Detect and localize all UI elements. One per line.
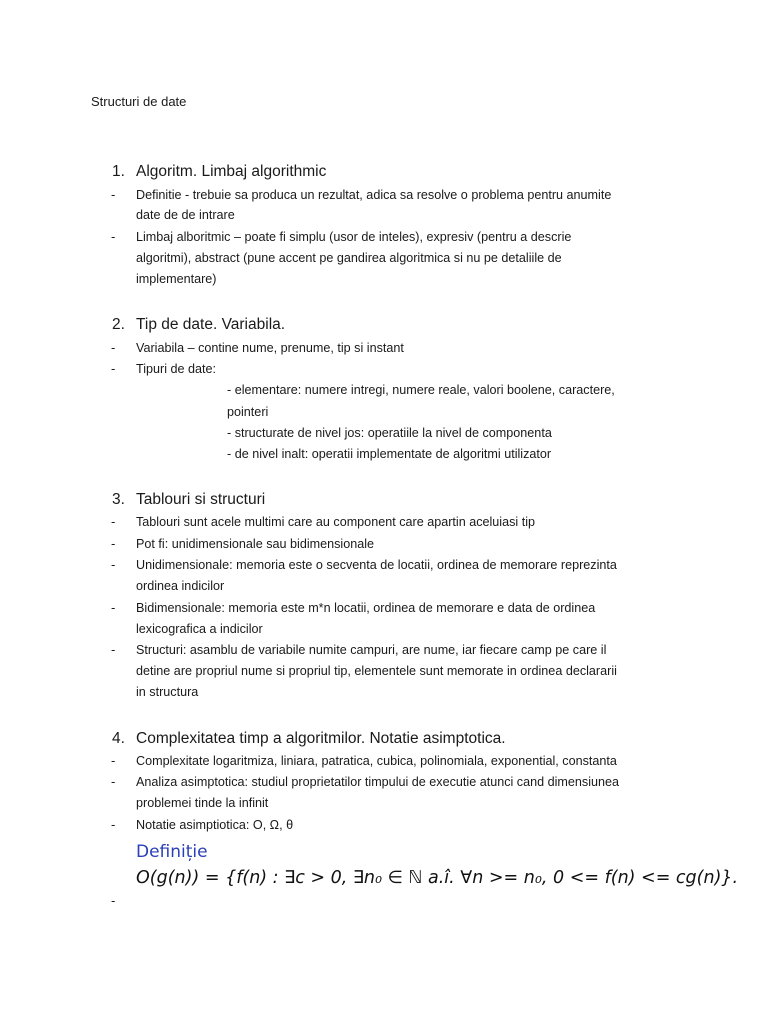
bullet-dash: - <box>111 893 116 908</box>
bullet-dash: - <box>111 229 116 244</box>
text-line: Notatie asimptiotica: O, Ω, θ <box>136 818 294 832</box>
bullet-dash: - <box>111 557 116 572</box>
text-line: Analiza asimptotica: studiul proprietatilor timpului de executie atunci cand dimensiunea <box>136 775 620 789</box>
bullet-dash: - <box>111 187 116 202</box>
section-title: Complexitatea timp a algoritmilor. Notatie asimptotica. <box>136 730 506 747</box>
text-line: Tablouri sunt acele multimi care au component care apartin aceluiasi tip <box>136 515 536 529</box>
document-title: Structuri de date <box>91 94 187 109</box>
text-line: problemei tinde la infinit <box>136 796 269 810</box>
text-line: Definitie - trebuie sa produca un rezultat, adica sa resolve o problema pentru anumite <box>136 188 612 202</box>
bullet-dash: - <box>111 774 116 789</box>
text-line: in structura <box>136 685 199 699</box>
text-line: Complexitate logaritmiza, liniara, patratica, cubica, polinomiala, exponential, constanta <box>136 754 617 768</box>
bullet-dash: - <box>111 340 116 355</box>
section-number: 4. <box>112 730 125 747</box>
text-line: lexicografica a indicilor <box>136 622 263 636</box>
bullet-dash: - <box>111 514 116 529</box>
text-line: Tipuri de date: <box>136 362 217 376</box>
text-line: Structuri: asamblu de variabile numite campuri, are nume, iar fiecare camp pe care il <box>136 643 607 657</box>
sub-text-line: - elementare: numere intregi, numere reale, valori boolene, caractere, <box>227 383 615 397</box>
text-line: Variabila – contine nume, prenume, tip si instant <box>136 341 404 355</box>
definition-title: Definiție <box>136 842 208 862</box>
text-line: Bidimensionale: memoria este m*n locatii, ordinea de memorare e data de ordinea <box>136 601 596 615</box>
bullet-dash: - <box>111 642 116 657</box>
bullet-dash: - <box>111 361 116 376</box>
section-title: Algoritm. Limbaj algorithmic <box>136 163 327 180</box>
text-line: date de de intrare <box>136 208 235 222</box>
section-number: 3. <box>112 491 125 508</box>
text-line: Limbaj alboritmic – poate fi simplu (usor de inteles), expresiv (pentru a descrie <box>136 230 572 244</box>
text-line: algoritmi), abstract (pune accent pe gandirea algoritmica si nu pe detaliile de <box>136 251 562 265</box>
section-heading-4 <box>112 730 506 748</box>
definition-formula: O(g(n)) = {f(n) : ∃c > 0, ∃n₀ ∈ ℕ a.î. ∀n >= n₀, 0 <= f(n) <= cg(n)}. <box>136 868 739 888</box>
text-line: Unidimensionale: memoria este o secventa de locatii, ordinea de memorare reprezinta <box>136 558 617 572</box>
text-line: implementare) <box>136 272 217 286</box>
section-title: Tip de date. Variabila. <box>136 316 286 333</box>
bullet-dash: - <box>111 753 116 768</box>
sub-text-line: pointeri <box>227 405 269 419</box>
section-heading-2 <box>112 316 285 334</box>
section-title: Tablouri si structuri <box>136 491 266 508</box>
text-line: Pot fi: unidimensionale sau bidimensionale <box>136 537 375 551</box>
bullet-dash: - <box>111 600 116 615</box>
text-line: ordinea indicilor <box>136 579 225 593</box>
section-number: 2. <box>112 316 125 333</box>
sub-text-line: - structurate de nivel jos: operatiile la nivel de componenta <box>227 426 552 440</box>
bullet-dash: - <box>111 817 116 832</box>
text-line: detine are propriul nume si propriul tip, elementele sunt memorate in ordinea declararii <box>136 664 617 678</box>
sub-text-line: - de nivel inalt: operatii implementate de algoritmi utilizator <box>227 447 552 461</box>
section-number: 1. <box>112 163 125 180</box>
section-heading-3 <box>112 491 265 509</box>
bullet-dash: - <box>111 536 116 551</box>
section-heading-1 <box>112 163 326 181</box>
